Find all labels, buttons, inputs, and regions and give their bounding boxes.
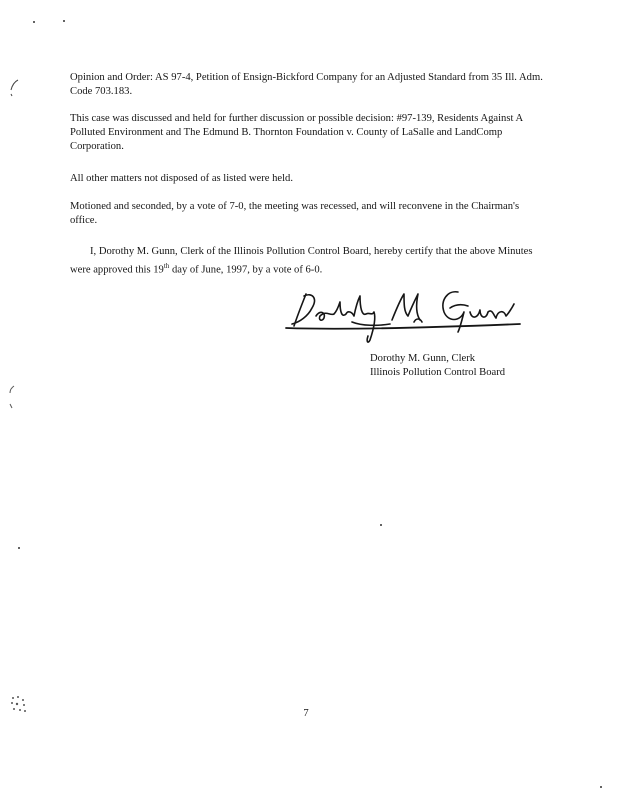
certification-text-start: I, Dorothy M. Gunn, Clerk of the Illinois Pollution Control Board, hereby certify that the above Minutes were approved this 19 [70, 246, 533, 276]
scan-speck [33, 21, 35, 23]
margin-scan-mark [8, 78, 20, 98]
signer-name: Dorothy M. Gunn, Clerk [370, 353, 476, 364]
certification-text-end: day of June, 1997, by a vote of 6-0. [169, 264, 323, 276]
scan-speck [63, 20, 65, 22]
paragraph-other-matters: All other matters not disposed of as listed were held. [70, 173, 294, 184]
scan-speck [600, 786, 602, 788]
paragraph-recess-motion: Motioned and seconded, by a vote of 7-0, the meeting was recessed, and will reconvene in the Chairman's office. [70, 201, 520, 226]
signer-title: Illinois Pollution Control Board [370, 367, 506, 378]
paragraph-opinion-order: Opinion and Order: AS 97-4, Petition of Ensign-Bickford Company for an Adjusted Standard from 35 Ill. Adm. Code 703.183. [70, 72, 543, 97]
scan-speck [380, 524, 382, 526]
scan-speck [18, 547, 20, 549]
paragraph-case-discussion: This case was discussed and held for further discussion or possible decision: #97-139, Residents Against A Polluted Environment and The Edmund B. Thornton Foundation v. County of LaSalle and LandComp Corporation. [70, 113, 523, 152]
scan-noise-cluster [8, 694, 30, 716]
certification-paragraph [70, 245, 548, 278]
handwritten-signature [282, 282, 526, 356]
page-number: 7 [303, 708, 309, 719]
certification-ordinal-suffix: th [163, 262, 170, 270]
margin-scan-mark [6, 384, 16, 410]
